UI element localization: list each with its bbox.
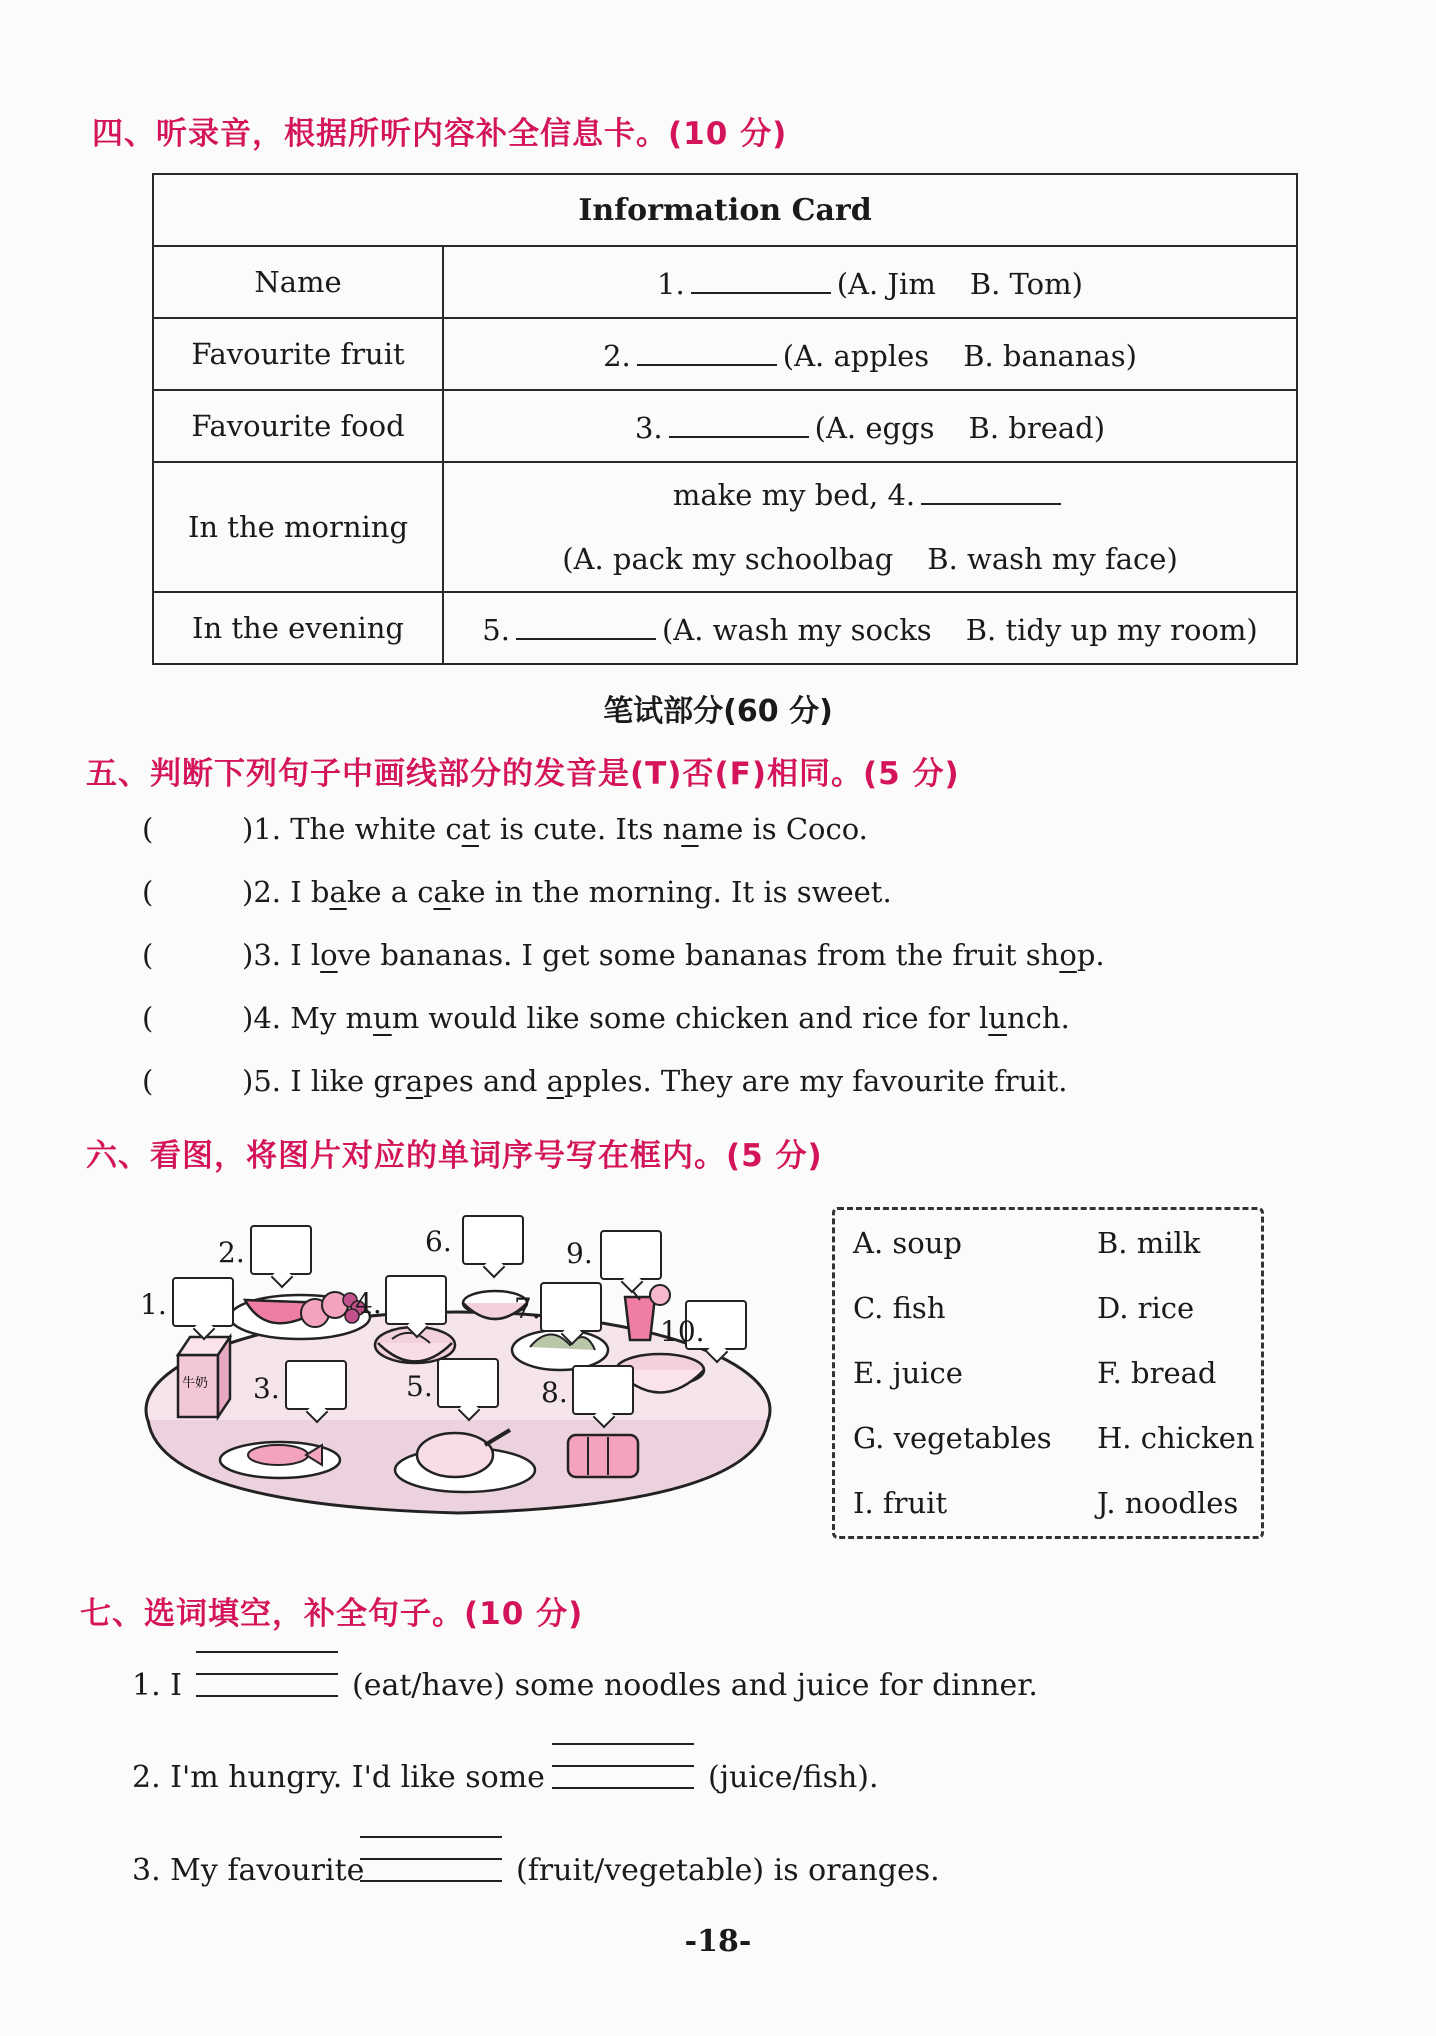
fill-sentence-1-start: 1. I: [132, 1668, 183, 1703]
word-option: J. noodles: [1097, 1486, 1239, 1520]
label-9: 9.: [566, 1237, 593, 1270]
bread-loaf: [568, 1435, 638, 1477]
milk-label: 牛奶: [182, 1376, 209, 1391]
judgement-item: ( )4. My mum would like some chicken and rice for lunch.: [142, 1001, 1070, 1035]
word-option: G. vegetables: [853, 1421, 1052, 1455]
row-answer: 3. (A. eggs B. bread): [443, 390, 1297, 462]
answer-parentheses[interactable]: (: [142, 1064, 154, 1098]
answer-box-2[interactable]: [250, 1225, 312, 1275]
answer-box-5[interactable]: [437, 1358, 499, 1408]
word-option: D. rice: [1097, 1291, 1195, 1325]
answer-parentheses[interactable]: (: [142, 812, 154, 846]
answer-blank[interactable]: [637, 335, 777, 366]
judgement-item: ( )5. I like grapes and apples. They are my favourite fruit.: [142, 1064, 1068, 1098]
word-option: B. milk: [1097, 1226, 1201, 1260]
row-answer: make my bed, 4. (A. pack my schoolbag B. wash my face): [443, 462, 1297, 592]
row-label: In the evening: [153, 592, 443, 664]
answer-parentheses[interactable]: (: [142, 875, 154, 909]
label-1: 1.: [140, 1288, 167, 1321]
section5-heading: 五、判断下列句子中画线部分的发音是(T)否(F)相同。(5 分): [86, 756, 960, 792]
label-10: 10.: [660, 1315, 705, 1348]
answer-parentheses[interactable]: (: [142, 1001, 154, 1035]
label-4: 4.: [355, 1287, 382, 1320]
fruit-plate: [230, 1292, 370, 1339]
answer-blank[interactable]: [516, 609, 656, 640]
row-label: Name: [153, 246, 443, 318]
section6-heading: 六、看图，将图片对应的单词序号写在框内。(5 分): [86, 1138, 823, 1174]
word-option: F. bread: [1097, 1356, 1217, 1390]
fill-sentence-2-start: 2. I'm hungry. I'd like some: [132, 1760, 545, 1795]
vegetables-plate: [512, 1330, 608, 1370]
word-option: H. chicken: [1097, 1421, 1255, 1455]
card-title: Information Card: [153, 174, 1297, 246]
label-2: 2.: [218, 1236, 245, 1269]
word-option: I. fruit: [853, 1486, 948, 1520]
four-line-blank[interactable]: [360, 1836, 502, 1902]
label-3: 3.: [253, 1372, 280, 1405]
fill-sentence-2-choice: (juice/fish).: [708, 1760, 879, 1795]
answer-box-7[interactable]: [540, 1282, 602, 1332]
answer-blank[interactable]: [669, 407, 809, 438]
label-5: 5.: [406, 1370, 433, 1403]
row-answer: 1. (A. Jim B. Tom): [443, 246, 1297, 318]
row-answer: 2. (A. apples B. bananas): [443, 318, 1297, 390]
label-8: 8.: [541, 1376, 568, 1409]
label-6: 6.: [425, 1225, 452, 1258]
fish-plate: [220, 1442, 340, 1478]
section7-heading: 七、选词填空，补全句子。(10 分): [80, 1596, 584, 1632]
row-label: Favourite food: [153, 390, 443, 462]
answer-blank[interactable]: [921, 474, 1061, 505]
answer-box-6[interactable]: [462, 1215, 524, 1265]
word-bank: [832, 1207, 1264, 1539]
word-option: E. juice: [853, 1356, 963, 1390]
four-line-blank[interactable]: [552, 1743, 694, 1809]
fill-sentence-3-choice: (fruit/vegetable) is oranges.: [516, 1853, 940, 1888]
label-7: 7.: [514, 1292, 541, 1325]
word-option: A. soup: [853, 1226, 962, 1260]
judgement-item: ( )2. I bake a cake in the morning. It is sweet.: [142, 875, 892, 909]
page-number: -18-: [684, 1924, 752, 1959]
section4-heading: 四、听录音，根据所听内容补全信息卡。(10 分): [92, 116, 788, 152]
milk-carton: [178, 1337, 230, 1417]
answer-parentheses[interactable]: (: [142, 938, 154, 972]
answer-box-1[interactable]: [172, 1277, 234, 1327]
information-card: [152, 173, 1298, 665]
answer-box-8[interactable]: [572, 1365, 634, 1415]
row-label: In the morning: [153, 462, 443, 592]
row-answer: 5. (A. wash my socks B. tidy up my room): [443, 592, 1297, 664]
answer-box-9[interactable]: [600, 1230, 662, 1280]
row-label: Favourite fruit: [153, 318, 443, 390]
written-part-title: 笔试部分(60 分): [603, 694, 833, 729]
fill-sentence-3-start: 3. My favourite: [132, 1853, 365, 1888]
answer-box-4[interactable]: [385, 1275, 447, 1325]
four-line-blank[interactable]: [196, 1651, 338, 1717]
judgement-item: ( )3. I love bananas. I get some bananas from the fruit shop.: [142, 938, 1105, 972]
answer-box-3[interactable]: [285, 1360, 347, 1410]
word-option: C. fish: [853, 1291, 946, 1325]
fill-sentence-1-choice: (eat/have) some noodles and juice for dinner.: [352, 1668, 1038, 1703]
answer-blank[interactable]: [691, 263, 831, 294]
judgement-item: ( )1. The white cat is cute. Its name is Coco.: [142, 812, 868, 846]
